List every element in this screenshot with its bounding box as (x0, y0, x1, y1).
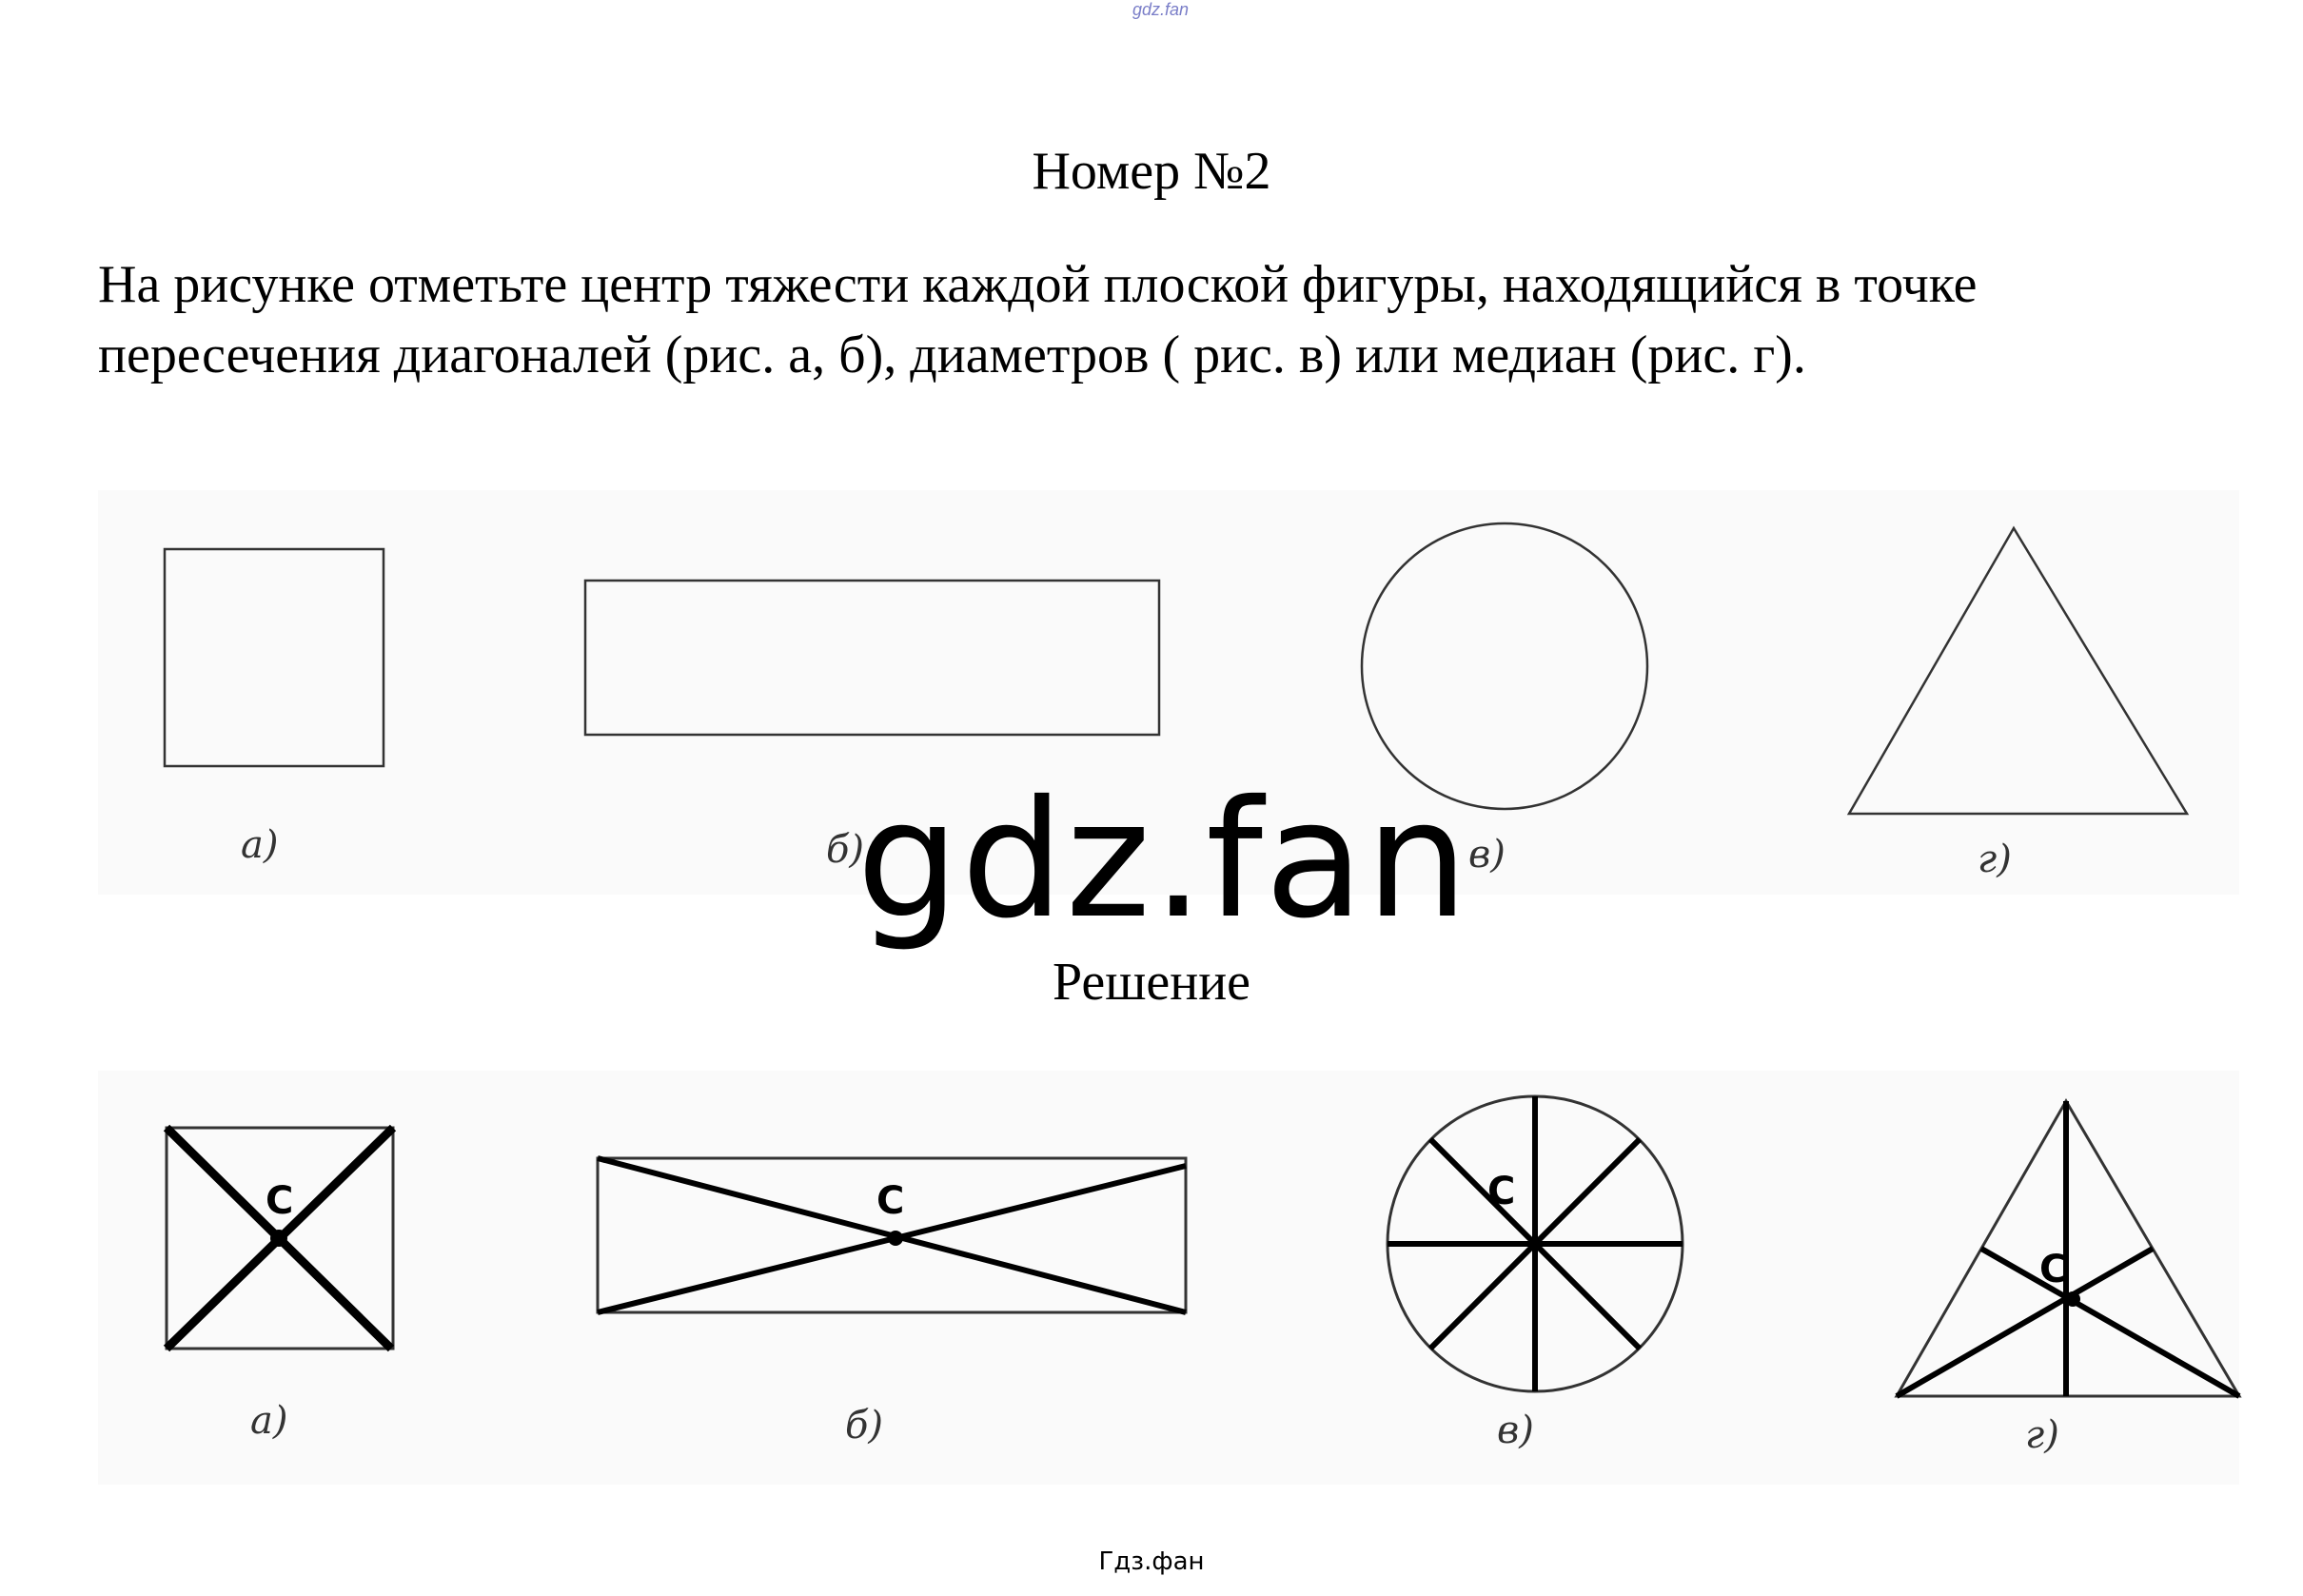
solution-triangle (1897, 1101, 2239, 1396)
solution-rectangle (598, 1158, 1186, 1312)
triangle-figure (1849, 528, 2187, 814)
problem-text-line-2: пересечения диагоналей (рис. а, б), диаметров ( рис. в) или медиан (рис. г). (98, 325, 1806, 384)
solution-figures-panel (98, 1071, 2239, 1485)
task-label-v: в) (1468, 833, 1506, 877)
task-label-a: а) (241, 823, 279, 867)
solution-label-v: в) (1497, 1409, 1534, 1452)
big-watermark: gdz.fan (856, 766, 1470, 955)
solution-circle (1388, 1096, 1683, 1391)
center-point-v (1528, 1237, 1542, 1251)
rectangle-figure (585, 581, 1159, 735)
solution-title: Решение (1052, 953, 1251, 1012)
problem-title: Номер №2 (1032, 142, 1271, 201)
center-point-g (2065, 1291, 2080, 1307)
center-label-b: C (876, 1179, 905, 1223)
top-watermark: gdz.fan (1132, 0, 1190, 19)
problem-text (98, 249, 2249, 390)
center-point-b (888, 1231, 903, 1246)
solution-label-g: г) (2025, 1413, 2059, 1457)
problem-text-line-1: На рисунке отметьте центр тяжести каждой плоской фигуры, находящийся в точке (98, 255, 1978, 314)
center-label-g: C (2039, 1248, 2068, 1291)
center-label-a: C (266, 1179, 294, 1223)
square-figure (165, 549, 384, 766)
task-label-g: г) (1978, 837, 2012, 881)
solution-square (167, 1128, 393, 1349)
center-point-a (270, 1230, 287, 1247)
solution-label-b: б) (845, 1404, 884, 1448)
center-label-v: C (1487, 1170, 1516, 1213)
solution-label-a: а) (250, 1399, 288, 1443)
solution-figures-svg (98, 1071, 2239, 1485)
task-label-b: б) (826, 828, 865, 872)
footer-text: Гдз.фан (1098, 1547, 1205, 1576)
